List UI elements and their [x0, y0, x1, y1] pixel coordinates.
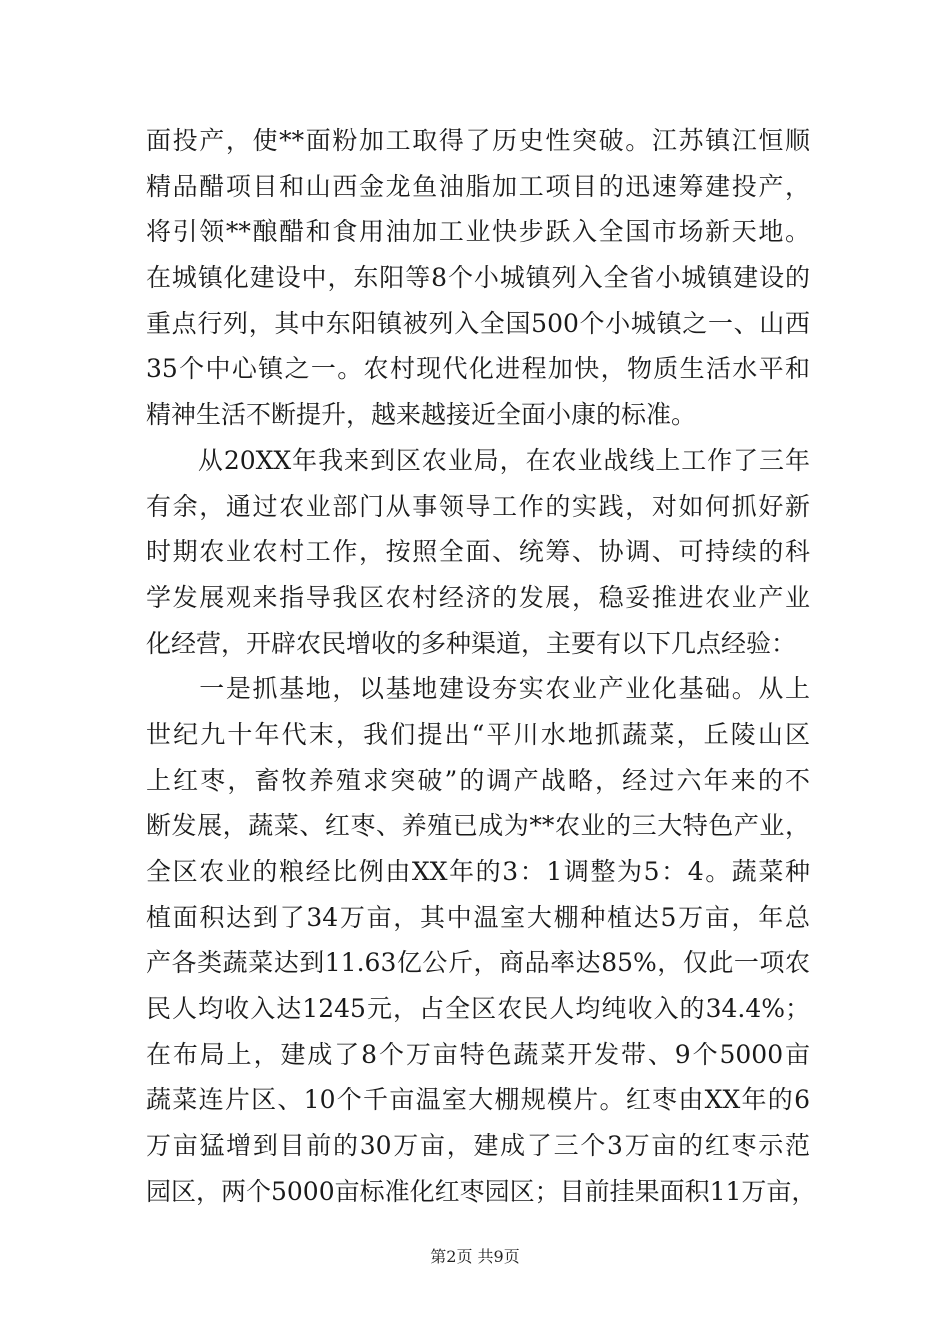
text-line: 在布局上，建成了8个万亩特色蔬菜开发带、9个5000亩 [146, 1039, 810, 1069]
text-line: 蔬菜连片区、10个千亩温室大棚规模片。红枣由XX年的6 [146, 1085, 810, 1115]
text-line: 有余，通过农业部门从事领导工作的实践，对如何抓好新 [146, 491, 810, 521]
text-line: 重点行列，其中东阳镇被列入全国500个小城镇之一、山西 [146, 308, 810, 338]
body-text [146, 118, 817, 1215]
text-line: 时期农业农村工作，按照全面、统筹、协调、可持续的科 [146, 537, 810, 567]
text-line: 35个中心镇之一。农村现代化进程加快，物质生活水平和 [146, 354, 810, 384]
text-line: 化经营，开辟农民增收的多种渠道，主要有以下几点经验： [146, 628, 797, 658]
text-line: 精品醋项目和山西金龙鱼油脂加工项目的迅速筹建投产， [146, 171, 810, 201]
text-line: 万亩猛增到目前的30万亩，建成了三个3万亩的红枣示范 [146, 1131, 810, 1161]
text-line: 一是抓基地，以基地建设夯实农业产业化基础。从上 [146, 674, 810, 704]
text-line: 面投产，使**面粉加工取得了历史性突破。江苏镇江恒顺 [146, 126, 810, 155]
text-line: 全区农业的粮经比例由XX年的3：1调整为5：4。蔬菜种 [146, 857, 810, 886]
text-line: 上红枣，畜牧养殖求突破”的调产战略，经过六年来的不 [146, 765, 810, 795]
text-line: 世纪九十年代末，我们提出“平川水地抓蔬菜，丘陵山区 [146, 719, 810, 749]
text-line: 学发展观来指导我区农村经济的发展，稳妥推进农业产业 [146, 582, 810, 612]
text-line: 精神生活不断提升，越来越接近全面小康的标准。 [146, 400, 697, 430]
text-line: 民人均收入达1245元，占全区农民人均纯收入的34.4%； [146, 994, 810, 1024]
text-line: 断发展，蔬菜、红枣、养殖已成为**农业的三大特色产业， [146, 811, 810, 841]
text-line: 植面积达到了34万亩，其中温室大棚种植达5万亩，年总 [146, 902, 810, 932]
text-line: 从20XX年我来到区农业局，在农业战线上工作了三年 [146, 445, 810, 475]
text-line: 产各类蔬菜达到11.63亿公斤，商品率达85%，仅此一项农 [146, 948, 810, 978]
text-line: 在城镇化建设中，东阳等8个小城镇列入全省小城镇建设的 [146, 263, 810, 293]
page-footer: 第2页 共9页 [430, 1247, 520, 1266]
text-line: 园区，两个5000亩标准化红枣园区；目前挂果面积11万亩， [146, 1176, 817, 1206]
text-line: 将引领**酿醋和食用油加工业快步跃入全国市场新天地。 [146, 217, 810, 247]
